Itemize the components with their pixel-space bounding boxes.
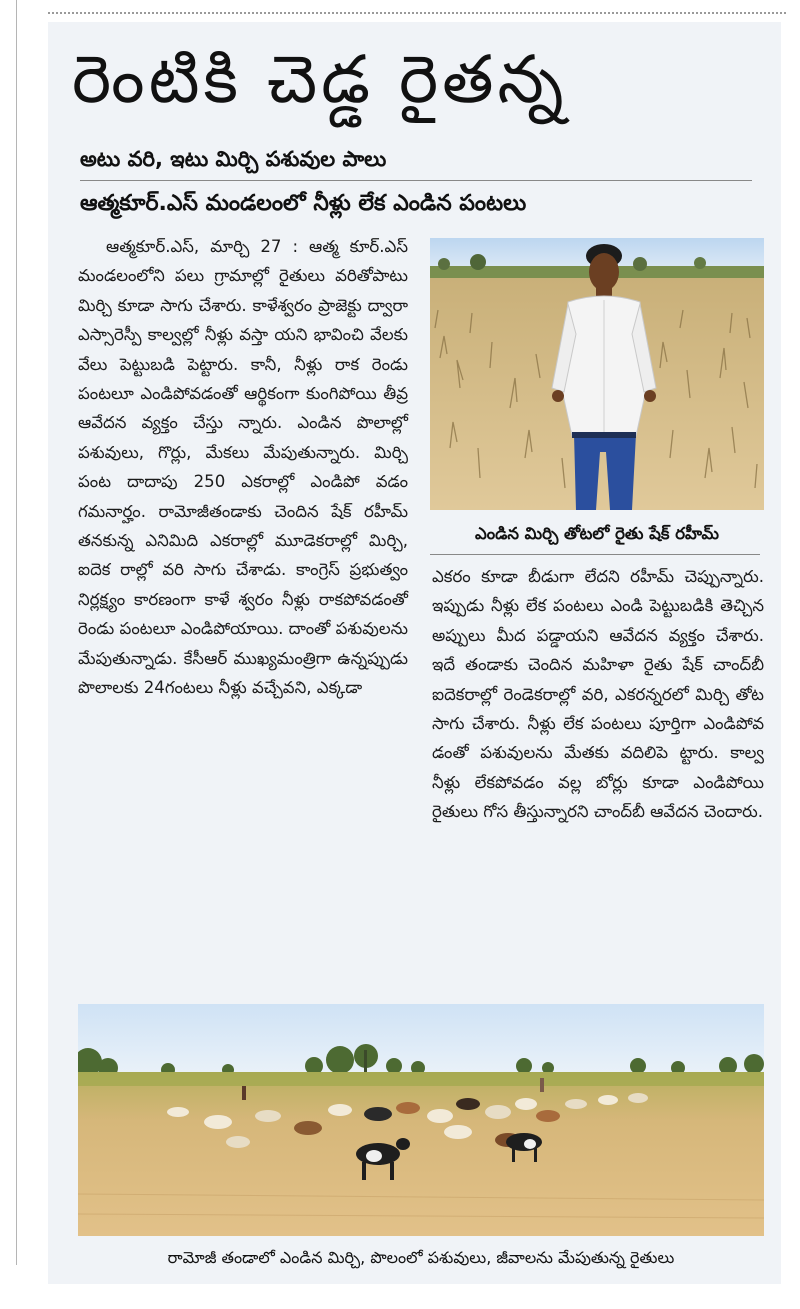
- page-top-dotted-rule: [48, 12, 786, 14]
- goats-photo-caption: రామోజీ తండాలో ఎండిన మిర్చి, పొలంలో పశువులు, జీవాలను మేపుతున్న రైతులు: [167, 1248, 675, 1267]
- article-body-left-column: [78, 232, 408, 703]
- subheading-secondary: ఆత్మకూర్.ఎస్ మండలంలో నీళ్లు లేక ఎండిన పంటలు: [80, 191, 527, 216]
- caption-divider: [430, 554, 760, 555]
- farmer-in-dry-field-photo: [430, 238, 764, 510]
- farmer-photo-caption: ఎండిన మిర్చి తోటలో రైతు షేక్ రహీమ్: [475, 524, 719, 543]
- page-left-rule: [16, 0, 17, 1265]
- article-body-left-text: ఆత్మకూర్.ఎస్, మార్చి 27 : ఆత్మ కూర్.ఎస్ మండలంలోని పలు గ్రామాల్లో రైతులు వరితోపాటు మిర్చి కూడా సాగు చేశారు. కాళేశ్వరం ప్రాజెక్టు ద్వారా ఎస్సారెస్పీ కాల్వల్లో నీళ్లు వస్తా యని భావించి వేలకు వేలు పెట్టుబడి పెట్టారు. కానీ, నీళ్లు రాక రెండు పంటలూ ఎండిపోవడంతో ఆర్థికంగా కుంగిపోయి తీవ్ర ఆవేదన వ్యక్తం చేస్తు న్నారు. ఎండిన పొలాల్లో పశువులు, గొర్లు, మేకలు మేపుతున్నారు. మిర్చి పంట దాదాపు 250 ఎకరాల్లో ఎండిపో వడం గమనార్హం. రామోజీతండాకు చెందిన షేక్ రహీమ్ తనకున్న ఎనిమిది ఎకరాల్లో మూడెకరాల్లో మిర్చి, ఐదెక రాల్లో వరి సాగు చేశాడు. కాంగ్రెస్ ప్రభుత్వం నిర్లక్ష్యం కారణంగా కాళే శ్వరం నీళ్లు రాకపోవడంతో రెండు పంటలూ ఎండిపోయాయి. దాంతో పశువులను మేపుతున్నాడు. కేసీఆర్ ముఖ్యమంత్రిగా ఉన్నప్పుడు పొలాలకు 24గంటలు నీళ్లు వచ్చేవని, ఎక్కడా: [78, 237, 408, 698]
- headline: రెంటికి చెడ్డ రైతన్న: [72, 41, 568, 118]
- goats-grazing-photo: [78, 1004, 764, 1236]
- article-body-right-text: ఎకరం కూడా బీడుగా లేదని రహీమ్ చెప్పున్నారు. ఇప్పుడు నీళ్లు లేక పంటలు ఎండి పెట్టుబడికి తెచ్చిన అప్పులు మీద పడ్డాయని ఆవేదన వ్యక్తం చేశారు. ఇదే తండాకు చెందిన మహిళా రైతు షేక్ చాంద్‌బీ ఐదెకరాల్లో రెండెకరాల్లో వరి, ఎకరన్నరలో మిర్చి తోట సాగు చేశారు. నీళ్లు లేక పంటలు పూర్తిగా ఎండిపోవ డంతో పశువులను మేతకు వదిలిపె ట్టారు. కాల్వ నీళ్లు లేకపోవడం వల్ల బోర్లు కూడా ఎండిపోయి రైతులు గోస తీస్తున్నారని చాంద్‌బీ ఆవేదన చెందారు.: [432, 567, 764, 822]
- subheading-primary: అటు వరి, ఇటు మిర్చి పశువుల పాలు: [80, 147, 387, 171]
- news-clipping: [48, 22, 781, 1284]
- article-body-right-column: [432, 562, 764, 827]
- subheading-divider: [80, 180, 752, 181]
